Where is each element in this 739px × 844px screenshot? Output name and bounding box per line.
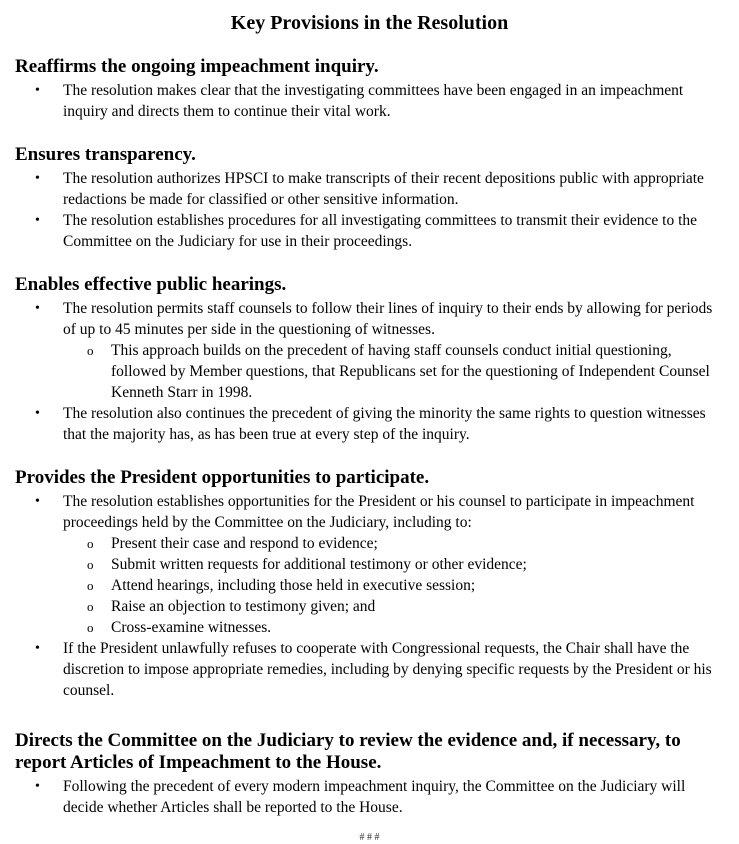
bullet-icon: • xyxy=(35,213,40,228)
end-mark: # # # xyxy=(359,832,380,843)
sub-list-item-text: Cross-examine witnesses. xyxy=(111,619,272,636)
list-item-text: The resolution permits staff counsels to follow their lines of inquiry to their ends by allowing for periods of up to 45 minutes per side in the questioning of witnesses. xyxy=(63,300,713,338)
list-item-text: Following the precedent of every modern impeachment inquiry, the Committee on the Judiciary will decide whether Articles shall be reported to the House. xyxy=(63,778,686,816)
sub-list-item-text: Present their case and respond to evidence; xyxy=(111,535,378,552)
list-item xyxy=(15,638,727,701)
section-judiciary-review xyxy=(15,730,727,818)
bullet-list xyxy=(15,776,727,818)
bullet-icon: • xyxy=(35,301,40,316)
bullet-icon: • xyxy=(35,779,40,794)
section-president-participation xyxy=(15,467,727,701)
bullet-icon: • xyxy=(35,406,40,421)
sub-list-item xyxy=(63,340,727,403)
list-item-text: The resolution establishes procedures for all investigating committees to transmit their evidence to the Committee on the Judiciary for use in their proceedings. xyxy=(63,212,698,250)
section-public-hearings xyxy=(15,274,727,445)
list-item xyxy=(15,776,727,818)
section-heading: Enables effective public hearings. xyxy=(15,274,287,295)
sub-list-item-text: Raise an objection to testimony given; and xyxy=(111,598,376,615)
section-heading: Directs the Committee on the Judiciary to review the evidence and, if necessary, to report Articles of Impeachment to the House. xyxy=(15,730,681,773)
section-heading: Reaffirms the ongoing impeachment inquiry. xyxy=(15,56,379,77)
list-item xyxy=(15,210,727,252)
section-ensures-transparency xyxy=(15,144,727,252)
sub-list-item-text: Submit written requests for additional testimony or other evidence; xyxy=(111,556,527,573)
sub-list-item xyxy=(63,617,727,638)
bullet-list xyxy=(15,168,727,252)
sub-list-item-text: This approach builds on the precedent of having staff counsels conduct initial questioning, followed by Member questions, that Republicans set for the questioning of Independent Counsel Kenneth Starr in 1998. xyxy=(111,342,710,401)
list-item xyxy=(15,80,727,122)
list-item-text: The resolution establishes opportunities for the President or his counsel to participate in impeachment proceedings held by the Committee on the Judiciary, including to: xyxy=(63,493,695,531)
list-item-text: The resolution makes clear that the investigating committees have been engaged in an impeachment inquiry and directs them to continue their vital work. xyxy=(63,82,684,120)
bullet-list xyxy=(15,80,727,122)
circle-bullet-icon: o xyxy=(87,599,94,614)
circle-bullet-icon: o xyxy=(87,536,94,551)
sub-bullet-list xyxy=(63,340,727,403)
sub-list-item xyxy=(63,533,727,554)
bullet-icon: • xyxy=(35,171,40,186)
circle-bullet-icon: o xyxy=(87,578,94,593)
list-item xyxy=(15,298,727,403)
section-heading: Ensures transparency. xyxy=(15,144,196,165)
list-item xyxy=(15,491,727,638)
sub-list-item-text: Attend hearings, including those held in executive session; xyxy=(111,577,476,594)
sub-list-item xyxy=(63,575,727,596)
document-title: Key Provisions in the Resolution xyxy=(230,12,509,34)
sub-bullet-list xyxy=(63,533,727,638)
list-item-text: If the President unlawfully refuses to cooperate with Congressional requests, the Chair shall have the discretion to impose appropriate remedies, including by denying specific requests by the President or his counsel. xyxy=(63,640,712,699)
bullet-icon: • xyxy=(35,641,40,656)
list-item xyxy=(15,168,727,210)
bullet-list xyxy=(15,491,727,701)
circle-bullet-icon: o xyxy=(87,620,94,635)
list-item-text: The resolution authorizes HPSCI to make transcripts of their recent depositions public with appropriate redactions be made for classified or other sensitive information. xyxy=(63,170,704,208)
circle-bullet-icon: o xyxy=(87,557,94,572)
section-heading: Provides the President opportunities to participate. xyxy=(15,467,430,488)
sub-list-item xyxy=(63,596,727,617)
section-reaffirms-inquiry xyxy=(15,56,727,122)
sub-list-item xyxy=(63,554,727,575)
list-item xyxy=(15,403,727,445)
circle-bullet-icon: o xyxy=(87,343,94,358)
list-item-text: The resolution also continues the precedent of giving the minority the same rights to question witnesses that the majority has, as has been true at every step of the inquiry. xyxy=(63,405,706,443)
bullet-icon: • xyxy=(35,83,40,98)
bullet-icon: • xyxy=(35,494,40,509)
bullet-list xyxy=(15,298,727,445)
